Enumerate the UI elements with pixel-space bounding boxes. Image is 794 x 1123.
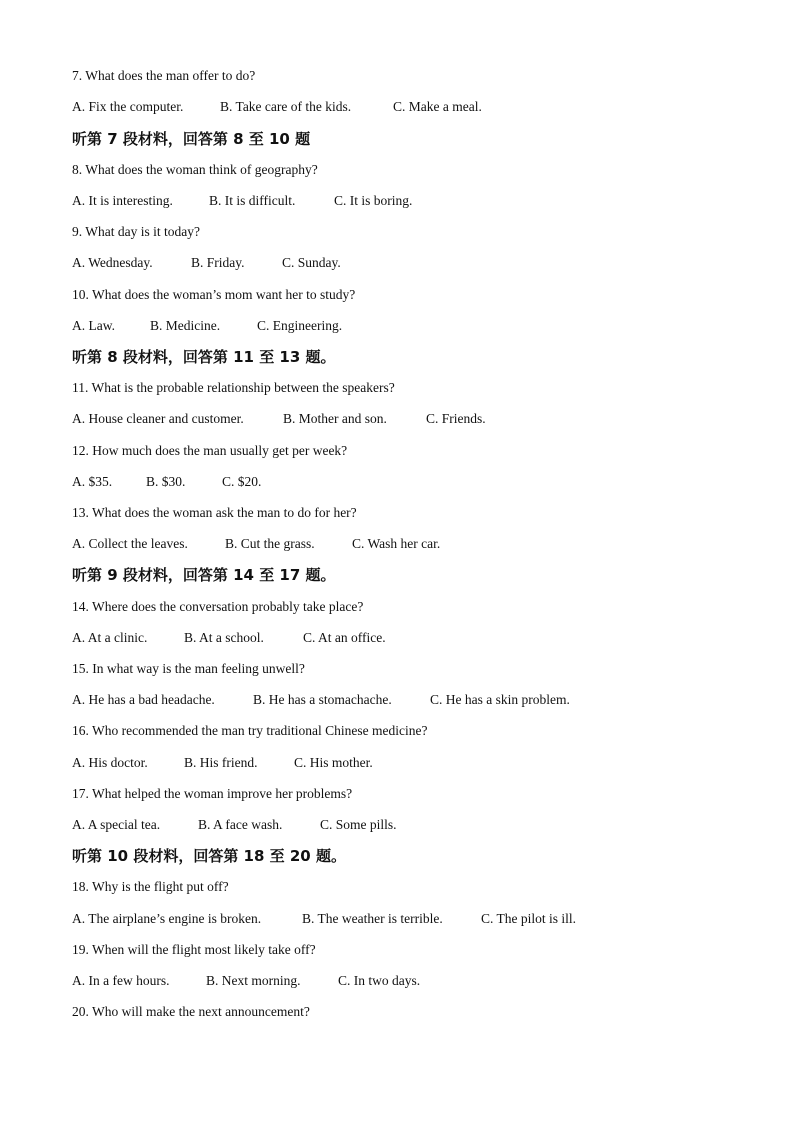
option-b: B. It is difficult. <box>209 193 296 208</box>
option-a: A. It is interesting. <box>72 193 173 208</box>
option-b: B. A face wash. <box>198 817 283 832</box>
question-7: 7. What does the man offer to do? <box>72 68 256 83</box>
option-b: B. Next morning. <box>206 973 301 988</box>
option-c: C. At an office. <box>303 630 386 645</box>
option-b: B. Take care of the kids. <box>220 99 352 114</box>
section-heading-8: 听第 8 段材料，回答第 11 至 13 题。 <box>72 348 336 366</box>
option-a: A. He has a bad headache. <box>72 692 215 707</box>
option-b: B. Mother and son. <box>283 411 387 426</box>
option-b: B. $30. <box>146 474 186 489</box>
question-9: 9. What day is it today? <box>72 224 200 239</box>
option-b: B. Medicine. <box>150 318 221 333</box>
option-c: C. Sunday. <box>282 255 341 270</box>
section-heading-9: 听第 9 段材料，回答第 14 至 17 题。 <box>72 566 336 584</box>
section-heading-7: 听第 7 段材料，回答第 8 至 10 题 <box>72 130 311 148</box>
option-b: B. Friday. <box>191 255 245 270</box>
question-16: 16. Who recommended the man try traditional Chinese medicine? <box>72 723 428 738</box>
question-17: 17. What helped the woman improve her problems? <box>72 786 353 801</box>
option-b: B. The weather is terrible. <box>302 911 443 926</box>
option-c: C. $20. <box>222 474 262 489</box>
option-c: C. Some pills. <box>320 817 397 832</box>
question-10: 10. What does the woman’s mom want her to study? <box>72 287 356 302</box>
option-a: A. In a few hours. <box>72 973 170 988</box>
question-12: 12. How much does the man usually get per week? <box>72 443 348 458</box>
option-b: B. Cut the grass. <box>225 536 315 551</box>
option-c: C. His mother. <box>294 755 373 770</box>
option-b: B. At a school. <box>184 630 264 645</box>
option-c: C. In two days. <box>338 973 421 988</box>
option-a: A. The airplane’s engine is broken. <box>72 911 262 926</box>
question-19: 19. When will the flight most likely take off? <box>72 942 316 957</box>
option-a: A. A special tea. <box>72 817 161 832</box>
question-15: 15. In what way is the man feeling unwell? <box>72 661 305 676</box>
option-a: A. Wednesday. <box>72 255 153 270</box>
option-c: C. It is boring. <box>334 193 413 208</box>
option-a: A. Law. <box>72 318 115 333</box>
option-c: C. Wash her car. <box>352 536 441 551</box>
option-b: B. He has a stomachache. <box>253 692 392 707</box>
question-18: 18. Why is the flight put off? <box>72 879 229 894</box>
option-a: A. $35. <box>72 474 113 489</box>
option-b: B. His friend. <box>184 755 258 770</box>
option-c: C. Engineering. <box>257 318 343 333</box>
question-13: 13. What does the woman ask the man to do for her? <box>72 505 357 520</box>
option-a: A. House cleaner and customer. <box>72 411 244 426</box>
option-c: C. Make a meal. <box>393 99 482 114</box>
option-a: A. At a clinic. <box>72 630 148 645</box>
question-11: 11. What is the probable relationship between the speakers? <box>72 380 395 395</box>
question-20: 20. Who will make the next announcement? <box>72 1004 310 1019</box>
section-heading-10: 听第 10 段材料，回答第 18 至 20 题。 <box>72 847 346 865</box>
option-c: C. The pilot is ill. <box>481 911 577 926</box>
question-14: 14. Where does the conversation probably take place? <box>72 599 364 614</box>
option-c: C. Friends. <box>426 411 486 426</box>
option-a: A. Fix the computer. <box>72 99 184 114</box>
option-a: A. His doctor. <box>72 755 148 770</box>
option-a: A. Collect the leaves. <box>72 536 188 551</box>
question-8: 8. What does the woman think of geography? <box>72 162 318 177</box>
option-c: C. He has a skin problem. <box>430 692 570 707</box>
